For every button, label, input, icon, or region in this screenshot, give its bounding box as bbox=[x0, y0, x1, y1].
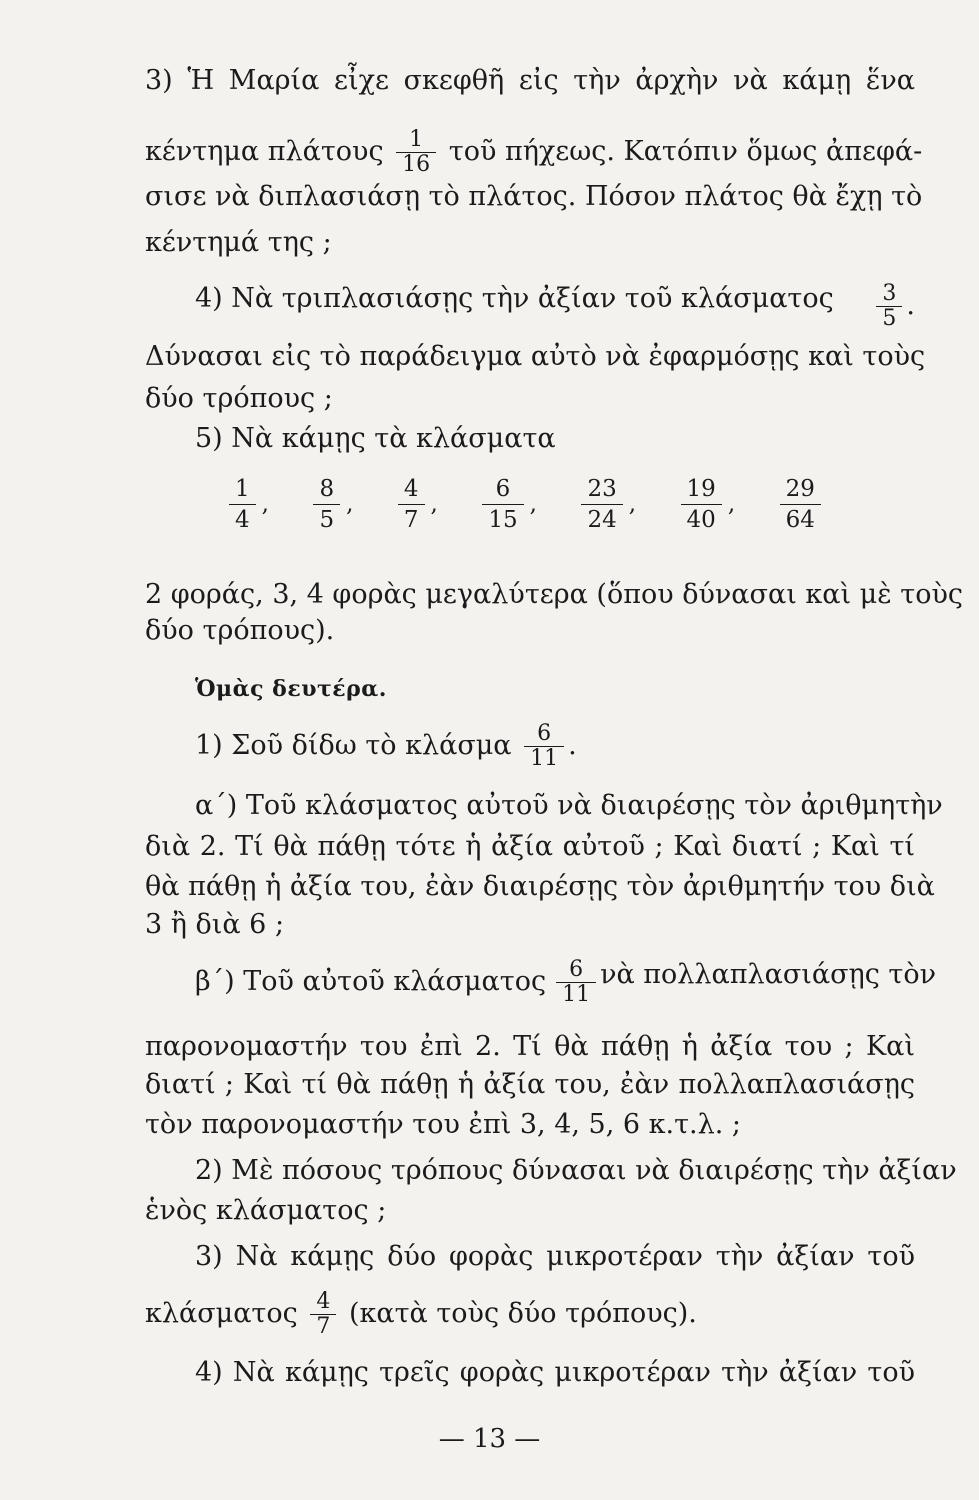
fraction bbox=[313, 474, 340, 535]
numerator: 6 bbox=[537, 721, 552, 746]
text-span: . bbox=[906, 290, 915, 321]
section-heading: Ὁμὰς δευτέρα. bbox=[195, 676, 387, 702]
denominator: 5 bbox=[876, 306, 902, 331]
text-span: β΄) Τοῦ αὐτοῦ κλάσματος bbox=[195, 966, 547, 997]
text-line: δύο τρόπους). bbox=[145, 615, 335, 646]
text-line: θὰ πάθῃ ἡ ἀξία του, ἐὰν διαιρέσῃς τὸν ἀριθμητήν του διὰ bbox=[145, 871, 935, 902]
text-line: διὰ 2. Τί θὰ πάθῃ τότε ἡ ἀξία αὐτοῦ ; Καὶ διατί ; Καὶ τί bbox=[145, 831, 915, 862]
fraction bbox=[396, 128, 436, 177]
text-line: 4) Νὰ κάμῃς τρεῖς φορὰς μικροτέραν τὴν ἀξίαν τοῦ bbox=[195, 1357, 915, 1388]
page-number: — 13 — bbox=[438, 1424, 541, 1454]
text-span: 1) Σοῦ δίδω τὸ κλάσμα bbox=[195, 730, 512, 761]
text-line: 2 φοράς, 3, 4 φορὰς μεγαλύτερα (ὅπου δύνασαι καὶ μὲ τοὺς bbox=[145, 579, 963, 610]
text-line bbox=[195, 957, 937, 1007]
text-span: (κατὰ τοὺς δύο τρόπους). bbox=[348, 1298, 697, 1329]
fraction bbox=[229, 474, 256, 535]
text-line: κέντημά της ; bbox=[145, 227, 332, 258]
text-line bbox=[145, 1290, 915, 1339]
numerator: 29 bbox=[785, 476, 815, 502]
text-line bbox=[195, 282, 915, 331]
fraction bbox=[876, 282, 902, 331]
text-span bbox=[195, 958, 600, 1007]
text-line: 5) Νὰ κάμῃς τὰ κλάσματα bbox=[195, 423, 556, 454]
comma: , bbox=[529, 491, 537, 517]
text-span: κλάσματος bbox=[145, 1298, 298, 1329]
numerator: 4 bbox=[316, 1289, 331, 1314]
text-line: ἑνὸς κλάσματος ; bbox=[145, 1195, 387, 1226]
numerator: 23 bbox=[587, 476, 617, 502]
numerator: 1 bbox=[409, 127, 424, 152]
text-line: 3) Ἡ Μαρία εἶχε σκεφθῆ εἰς τὴν ἀρχὴν νὰ κάμῃ ἕνα bbox=[145, 65, 915, 96]
text-line: σισε νὰ διπλασιάσῃ τὸ πλάτος. Πόσον πλάτος θὰ ἔχῃ τὸ bbox=[145, 181, 923, 212]
comma: , bbox=[628, 491, 637, 517]
numerator: 8 bbox=[319, 476, 335, 502]
text-line: δύο τρόπους ; bbox=[145, 383, 333, 414]
comma: , bbox=[727, 491, 736, 517]
text-line: α΄) Τοῦ κλάσματος αὐτοῦ νὰ διαιρέσῃς τὸν ἀριθμητὴν bbox=[195, 790, 943, 821]
fraction bbox=[398, 474, 425, 535]
fraction-item bbox=[225, 474, 269, 535]
comma: , bbox=[430, 491, 438, 517]
numerator: 1 bbox=[235, 476, 250, 502]
denominator: 40 bbox=[681, 504, 722, 535]
text-span: κέντημα πλάτους bbox=[145, 136, 384, 167]
fraction bbox=[524, 722, 564, 771]
denominator: 11 bbox=[524, 746, 564, 771]
fraction-item bbox=[776, 474, 825, 535]
text-line: τὸν παρονομαστήν του ἐπὶ 3, 4, 5, 6 κ.τ.λ. ; bbox=[145, 1109, 742, 1140]
text-span: 4) Νὰ τριπλασιάσῃς τὴν ἀξίαν τοῦ κλάσματος bbox=[195, 283, 834, 314]
denominator: 4 bbox=[229, 504, 256, 535]
fraction bbox=[780, 474, 821, 535]
text-line: 2) Μὲ πόσους τρόπους δύνασαι νὰ διαιρέσῃς τὴν ἀξίαν bbox=[195, 1155, 957, 1186]
comma: , bbox=[261, 491, 269, 517]
text-line: Δύνασαι εἰς τὸ παράδειγμα αὐτὸ νὰ ἐφαρμόσῃς καὶ τοὺς bbox=[145, 341, 926, 372]
denominator: 15 bbox=[482, 504, 523, 535]
numerator: 6 bbox=[569, 957, 584, 982]
denominator: 24 bbox=[581, 504, 622, 535]
comma: , bbox=[346, 491, 354, 517]
numerator: 6 bbox=[495, 476, 511, 502]
fraction-item bbox=[677, 474, 736, 535]
text-span: . bbox=[568, 730, 577, 761]
denominator: 16 bbox=[396, 152, 436, 177]
fraction-list bbox=[225, 474, 825, 535]
fraction bbox=[310, 1290, 336, 1339]
text-line: διατί ; Καὶ τί θὰ πάθῃ ἡ ἀξία του, ἐὰν πολλαπλασιάσῃς bbox=[145, 1069, 915, 1100]
denominator: 7 bbox=[398, 504, 425, 535]
denominator: 11 bbox=[556, 982, 596, 1007]
text-line: παρονομαστήν του ἐπὶ 2. Τί θὰ πάθῃ ἡ ἀξία του ; Καὶ bbox=[145, 1031, 915, 1062]
fraction-item bbox=[478, 474, 537, 535]
fraction-item bbox=[309, 474, 353, 535]
fraction bbox=[482, 474, 523, 535]
numerator: 4 bbox=[403, 476, 419, 502]
text-span: νὰ πολλαπλασιάσῃς τὸν bbox=[600, 959, 937, 990]
text-span: τοῦ πήχεως. Κατόπιν ὅμως ἀπεφά- bbox=[448, 136, 923, 167]
denominator: 64 bbox=[780, 504, 821, 535]
numerator: 19 bbox=[686, 476, 716, 502]
denominator: 5 bbox=[313, 504, 340, 535]
fraction bbox=[556, 958, 596, 1007]
text-line: 3 ἢ διὰ 6 ; bbox=[145, 909, 285, 940]
fraction bbox=[681, 474, 722, 535]
denominator: 7 bbox=[310, 1314, 336, 1339]
numerator: 3 bbox=[882, 281, 897, 306]
text-line bbox=[145, 127, 923, 177]
text-line bbox=[195, 722, 915, 771]
fraction-item bbox=[394, 474, 438, 535]
text-line: 3) Νὰ κάμῃς δύο φορὰς μικροτέραν τὴν ἀξίαν τοῦ bbox=[195, 1241, 915, 1272]
fraction bbox=[581, 474, 622, 535]
fraction-item bbox=[577, 474, 636, 535]
